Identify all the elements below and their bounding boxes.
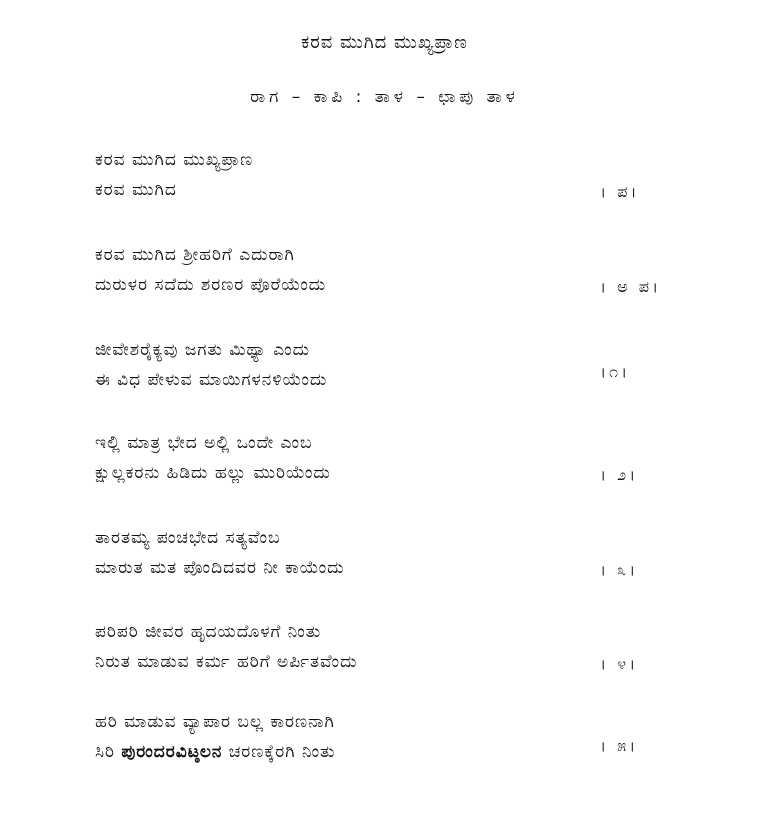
stanza-line xyxy=(95,523,695,553)
stanza-marker: । ಪ। xyxy=(600,182,640,201)
stanza-3 xyxy=(95,523,695,583)
stanza-5 xyxy=(95,707,695,767)
stanza-marker: । ೨। xyxy=(600,465,639,484)
lyric-text: ಈ ವಿಧ ಪೇಳುವ ಮಾಯಿಗಳನಳಿಯೆಂದು xyxy=(95,370,328,390)
stanza-marker: । ೩। xyxy=(600,560,639,579)
raga-tala-line: ರಾಗ – ಕಾಪಿ : ತಾಳ – ಛಾಪು ತಾಳ xyxy=(250,87,519,107)
lyric-text: ಪರಿಪರಿ ಜೀವರ ಹೃದಯದೊಳಗೆ ನಿಂತು xyxy=(95,622,322,642)
stanza-2 xyxy=(95,428,695,488)
stanza-line xyxy=(95,270,695,300)
stanza-anupallavi xyxy=(95,240,695,300)
stanza-marker: । ೫। xyxy=(600,736,639,755)
lyric-text: ಕರವ ಮುಗಿದ ಮುಖ್ಯಪ್ರಾಣ xyxy=(95,150,254,170)
stanza-pallavi xyxy=(95,145,695,205)
stanza-line xyxy=(95,553,695,583)
stanza-line xyxy=(95,617,695,647)
lyric-text: ಜೀವೇಶರೈಕ್ಯವು ಜಗತು ಮಿಥ್ಯಾ ಎಂದು xyxy=(95,340,311,360)
stanza-marker: । ೪। xyxy=(600,654,639,673)
stanza-line xyxy=(95,458,695,488)
stanza-line xyxy=(95,145,695,175)
stanza-line xyxy=(95,175,695,205)
song-title: ಕರವ ಮುಗಿದ ಮುಖ್ಯಪ್ರಾಣ xyxy=(301,32,468,53)
lyric-text: ಕರವ ಮುಗಿದ xyxy=(95,180,177,200)
lyric-text: ಸಿರಿ xyxy=(95,742,122,762)
stanza-line xyxy=(95,240,695,270)
lyric-text: ದುರುಳರ ಸದೆದು ಶರಣರ ಪೊರೆಯೆಂದು xyxy=(95,275,327,295)
stanza-4 xyxy=(95,617,695,677)
lyric-text: ಮಾರುತ ಮತ ಪೊಂದಿದವರ ನೀ ಕಾಯೆಂದು xyxy=(95,558,345,578)
lyric-text: ಕರವ ಮುಗಿದ ಶ್ರೀಹರಿಗೆ ಎದುರಾಗಿ xyxy=(95,245,295,265)
lyric-text: ನಿರುತ ಮಾಡುವ ಕರ್ಮ ಹರಿಗೆ ಅರ್ಪಿತವೆಂದು xyxy=(95,652,358,672)
composer-mudra: ಪುರಂದರವಿಟ್ಠಲನ xyxy=(121,742,223,762)
stanza-marker: ।೧। xyxy=(600,362,631,381)
stanza-line xyxy=(95,428,695,458)
stanza-marker: । ಅ ಪ। xyxy=(600,277,662,296)
stanza-line xyxy=(95,737,695,767)
stanza-line xyxy=(95,362,695,395)
lyric-text: ಚರಣಕ್ಕೆರಗಿ ನಿಂತು xyxy=(222,742,336,762)
lyric-text: ಕ್ಷುಲ್ಲಕರನು ಹಿಡಿದು ಹಲ್ಲು ಮುರಿಯೆಂದು xyxy=(95,463,331,483)
stanza-1 xyxy=(95,335,695,395)
lyric-text: ಹರಿ ಮಾಡುವ ವ್ಯಾಪಾರ ಬಲ್ಲ ಕಾರಣನಾಗಿ xyxy=(95,712,335,732)
stanza-line xyxy=(95,647,695,677)
lyric-text: ತಾರತಮ್ಯ ಪಂಚಭೇದ ಸತ್ಯವೆಂಬ xyxy=(95,528,281,548)
lyric-text: ಇಲ್ಲಿ ಮಾತ್ರ ಭೇದ ಅಲ್ಲಿ ಒಂದೇ ಎಂಬ xyxy=(95,433,313,453)
